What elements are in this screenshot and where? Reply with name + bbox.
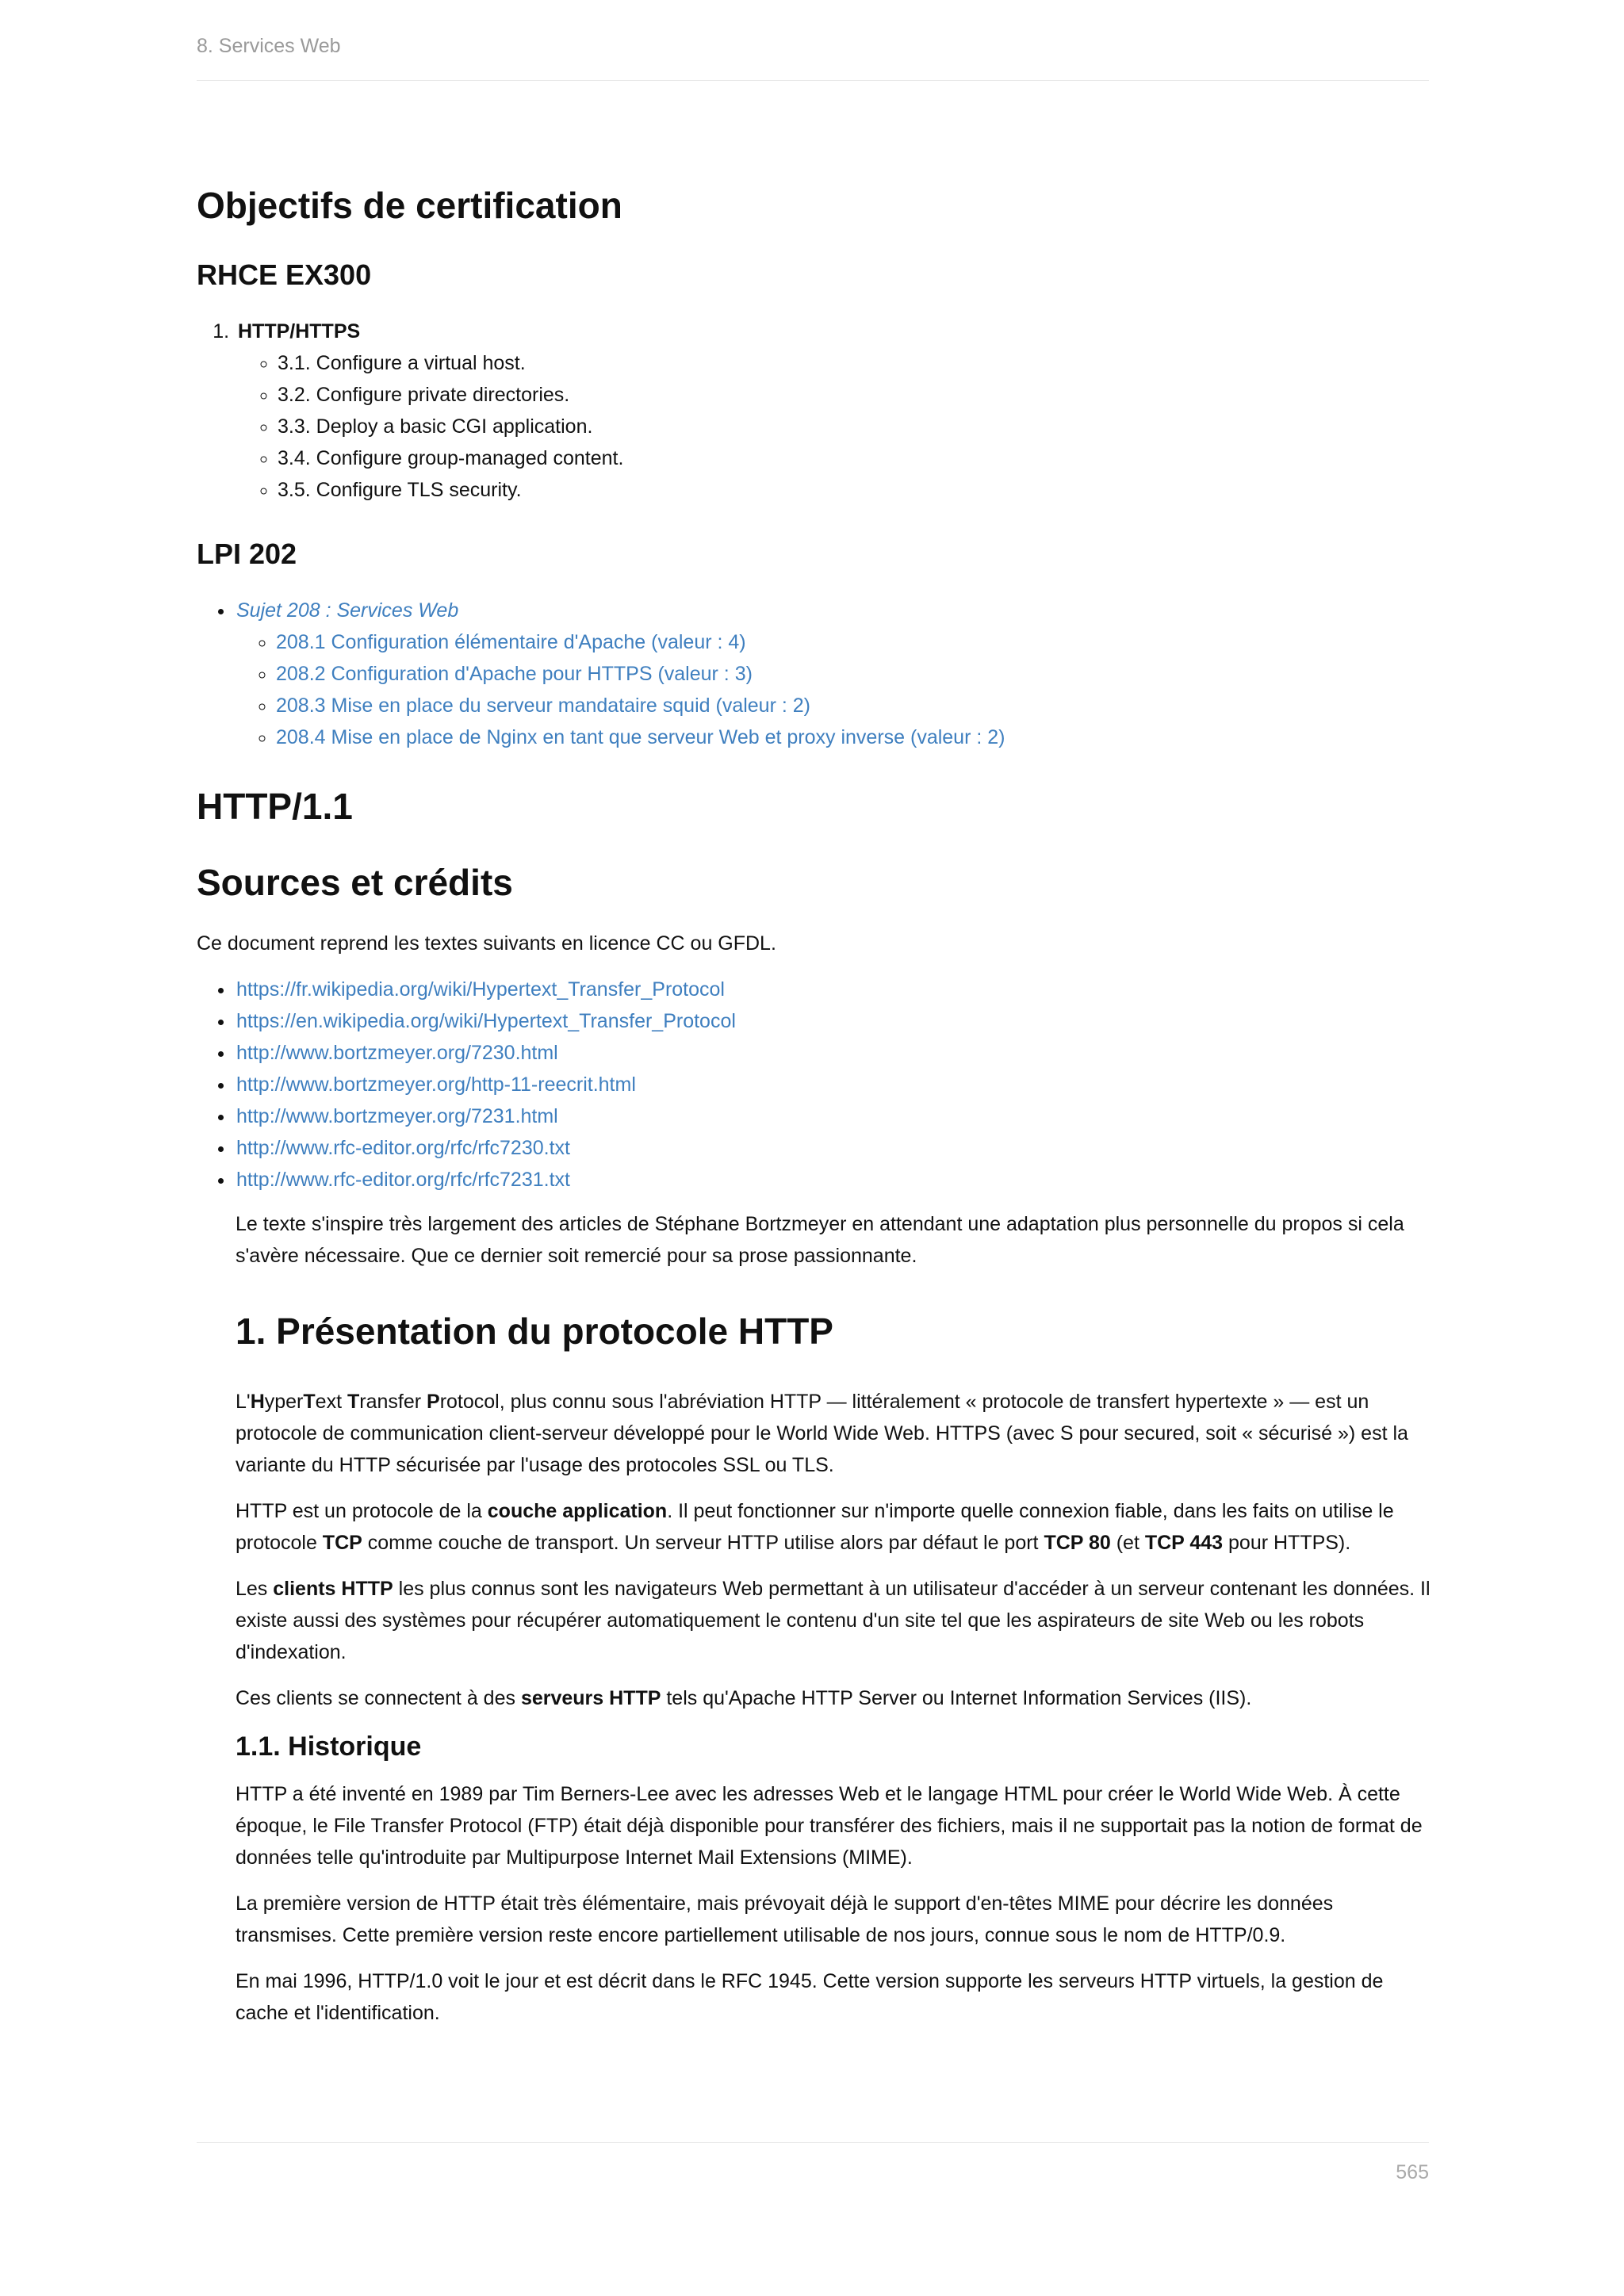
source-link[interactable]: https://fr.wikipedia.org/wiki/Hypertext_Transfer_Protocol [236,978,725,1001]
lpi-subitem [276,626,1429,658]
section1-title: 1. Présentation du protocole HTTP [236,1311,833,1352]
historique-paragraph-2: La première version de HTTP était très élémentaire, mais prévoyait déjà le support d'en-têtes MIME pour décrire les données transmises. Cette première version reste encore partiellement utilisable de nos jours, connue sous le nom de HTTP/0.9. [236,1892,1334,1946]
main-section [236,1208,1431,2029]
source-link-item [235,1164,1429,1196]
historique-paragraph-1: HTTP a été inventé en 1989 par Tim Berners-Lee avec les adresses Web et le langage HTML pour créer le World Wide Web. À cette époque, le File Transfer Protocol (FTP) était déjà disponible pour transférer des fichiers, mais il ne supportait pas la notion de format de données telle qu'introduite par Multipurpose Internet Mail Extensions (MIME). [236,1783,1423,1869]
lpi-subitem [276,658,1429,690]
page-content [197,184,1429,2043]
source-link[interactable]: http://www.rfc-editor.org/rfc/rfc7231.txt [236,1169,570,1191]
rhce-subitem: ◦ 3.2. Configure private directories. [278,379,1429,411]
lpi-title: LPI 202 [197,538,297,570]
rhce-title: RHCE EX300 [197,258,372,291]
source-link-item [235,1132,1429,1164]
source-link-item [235,1005,1429,1037]
rhce-item-title: HTTP/HTTPS [238,320,361,342]
rhce-objectives-list [197,316,1429,506]
lpi-topic-link[interactable]: Sujet 208 : Services Web [236,599,459,622]
lpi-objectives-list [197,595,1429,753]
rhce-subitem: ◦ 3.1. Configure a virtual host. [278,347,1429,379]
sources-links-list [197,974,1429,1196]
lpi-subitem [276,690,1429,721]
historique-paragraph-3: En mai 1996, HTTP/1.0 voit le jour et est décrit dans le RFC 1945. Cette version supporte les serveurs HTTP virtuels, la gestion de cache et l'identification. [236,1970,1384,2024]
source-link-item [235,974,1429,1005]
rhce-subitem: ◦ 3.5. Configure TLS security. [278,474,1429,506]
lpi-topic-item [235,595,1429,753]
rhce-subitem: ◦ 3.4. Configure group-managed content. [278,442,1429,474]
footer-divider [197,2142,1429,2143]
section1-paragraph-1: L'HyperText Transfer Protocol, plus connu sous l'abréviation HTTP — littéralement « protocole de transfert hypertexte » — est un protocole de communication client-serveur développé pour le World Wide Web. HTTPS (avec S pour secured, soit « sécurisé ») est la variante du HTTP sécurisée par l'usage des protocoles SSL ou TLS. [236,1391,1408,1476]
lpi-subitem-link[interactable]: 208.3 Mise en place du serveur mandataire squid (valeur : 2) [276,695,810,717]
rhce-item [235,316,1429,506]
source-link-item [235,1069,1429,1100]
sources-intro: Ce document reprend les textes suivants en licence CC ou GFDL. [197,932,776,955]
rhce-subitems [238,347,1429,506]
source-link[interactable]: http://www.bortzmeyer.org/7230.html [236,1042,558,1064]
page-number: 565 [1396,2161,1429,2183]
source-link[interactable]: https://en.wikipedia.org/wiki/Hypertext_Transfer_Protocol [236,1010,736,1032]
section1-paragraph-3: Les clients HTTP les plus connus sont les navigateurs Web permettant à un utilisateur d'accéder à un serveur contenant les données. Il existe aussi des systèmes pour récupérer automatiquement le contenu d'un site tel que les aspirateurs de site Web ou les robots d'indexation. [236,1578,1431,1663]
sources-note: Le texte s'inspire très largement des articles de Stéphane Bortzmeyer en attendant une adaptation plus personnelle du propos si cela s'avère nécessaire. Que ce dernier soit remercié pour sa prose passionnante. [236,1213,1404,1267]
lpi-subitems [236,626,1429,753]
lpi-subitem-link[interactable]: 208.1 Configuration élémentaire d'Apache (valeur : 4) [276,631,746,653]
section1-paragraph-4: Ces clients se connectent à des serveurs HTTP tels qu'Apache HTTP Server ou Internet Information Services (IIS). [236,1687,1252,1709]
section1-paragraph-2: HTTP est un protocole de la couche application. Il peut fonctionner sur n'importe quelle connexion fiable, dans les faits on utilise le protocole TCP comme couche de transport. Un serveur HTTP utilise alors par défaut le port TCP 80 (et TCP 443 pour HTTPS). [236,1500,1394,1554]
source-link[interactable]: http://www.bortzmeyer.org/http-11-reecrit.html [236,1073,636,1096]
http11-title: HTTP/1.1 [197,786,353,827]
source-link-item [235,1100,1429,1132]
lpi-subitem-link[interactable]: 208.2 Configuration d'Apache pour HTTPS (valeur : 3) [276,663,753,685]
source-link[interactable]: http://www.bortzmeyer.org/7231.html [236,1105,558,1127]
historique-title: 1.1. Historique [236,1732,422,1762]
objectives-title: Objectifs de certification [197,185,622,226]
source-link[interactable]: http://www.rfc-editor.org/rfc/rfc7230.txt [236,1137,570,1159]
source-link-item [235,1037,1429,1069]
lpi-subitem-link[interactable]: 208.4 Mise en place de Nginx en tant que serveur Web et proxy inverse (valeur : 2) [276,726,1005,748]
sources-title: Sources et crédits [197,862,513,903]
running-header: 8. Services Web [197,35,1429,81]
rhce-subitem: ◦ 3.3. Deploy a basic CGI application. [278,411,1429,442]
lpi-subitem [276,721,1429,753]
